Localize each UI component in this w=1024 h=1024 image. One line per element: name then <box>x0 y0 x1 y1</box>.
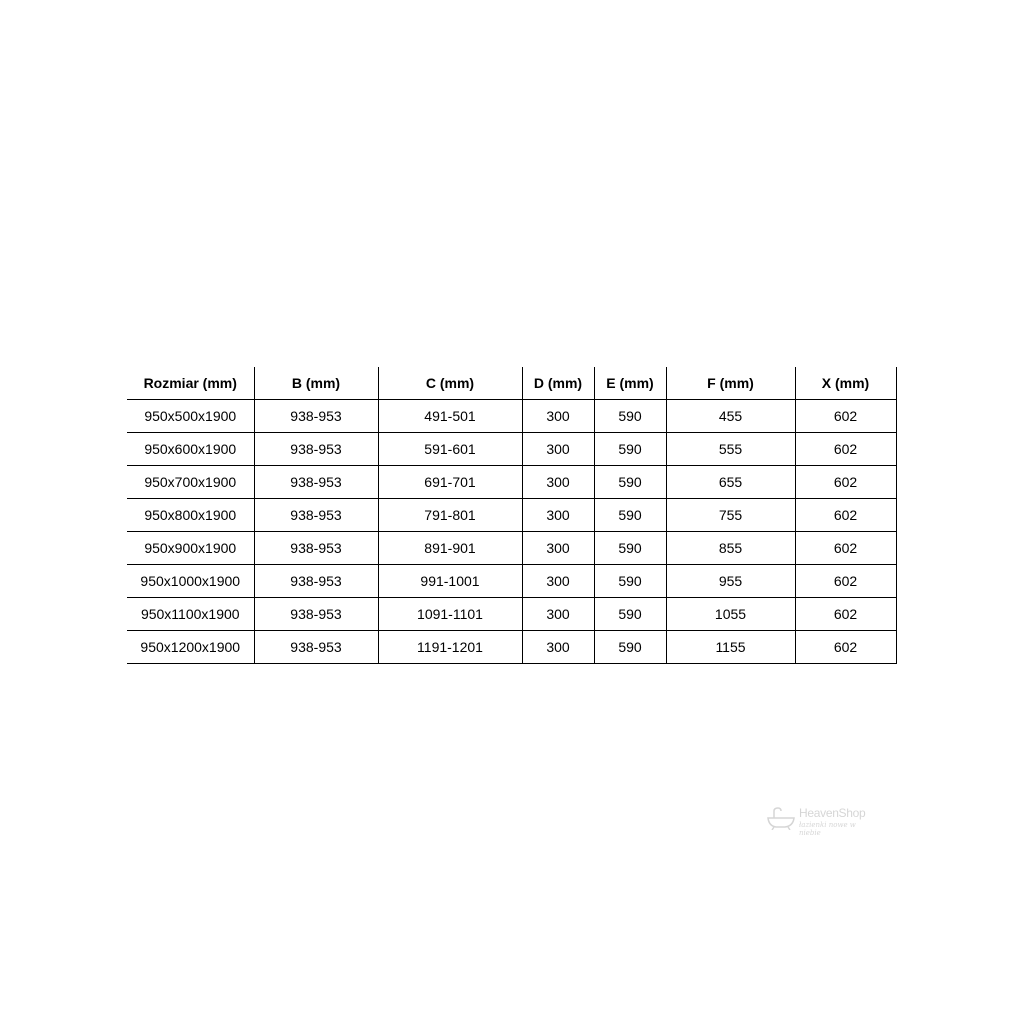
table-cell: 950x900x1900 <box>127 532 254 565</box>
table-row <box>127 499 896 532</box>
header-f: F (mm) <box>666 367 795 400</box>
watermark-tagline: łazienki nowe w niebie <box>799 821 856 837</box>
table-cell: 455 <box>666 400 795 433</box>
table-header-row <box>127 367 896 400</box>
table-row <box>127 400 896 433</box>
dimensions-table <box>127 367 897 664</box>
table-cell: 955 <box>666 565 795 598</box>
table-cell: 755 <box>666 499 795 532</box>
table-cell: 691-701 <box>378 466 522 499</box>
table-cell: 602 <box>795 565 896 598</box>
table-row <box>127 598 896 631</box>
table-cell: 300 <box>522 466 594 499</box>
table-row <box>127 532 896 565</box>
table-cell: 1155 <box>666 631 795 664</box>
header-c: C (mm) <box>378 367 522 400</box>
table-cell: 300 <box>522 499 594 532</box>
table-cell: 1191-1201 <box>378 631 522 664</box>
header-b: B (mm) <box>254 367 378 400</box>
table-cell: 602 <box>795 631 896 664</box>
watermark-brand-name: HeavenShop <box>799 806 866 820</box>
table-cell: 855 <box>666 532 795 565</box>
table-cell: 938-953 <box>254 499 378 532</box>
table-cell: 555 <box>666 433 795 466</box>
table-cell: 591-601 <box>378 433 522 466</box>
table-row <box>127 565 896 598</box>
bathtub-logo-icon <box>766 806 798 830</box>
table-cell: 1091-1101 <box>378 598 522 631</box>
table-cell: 602 <box>795 499 896 532</box>
table-cell: 655 <box>666 466 795 499</box>
table-cell: 950x1100x1900 <box>127 598 254 631</box>
table-cell: 991-1001 <box>378 565 522 598</box>
table-cell: 950x800x1900 <box>127 499 254 532</box>
table-cell: 950x1000x1900 <box>127 565 254 598</box>
table-cell: 602 <box>795 400 896 433</box>
table-cell: 602 <box>795 433 896 466</box>
table-cell: 938-953 <box>254 466 378 499</box>
table-cell: 938-953 <box>254 400 378 433</box>
header-rozmiar: Rozmiar (mm) <box>127 367 254 400</box>
table-cell: 950x700x1900 <box>127 466 254 499</box>
table-cell: 602 <box>795 598 896 631</box>
table-cell: 938-953 <box>254 532 378 565</box>
table-cell: 300 <box>522 532 594 565</box>
table-cell: 300 <box>522 433 594 466</box>
table-cell: 602 <box>795 532 896 565</box>
table-cell: 938-953 <box>254 565 378 598</box>
table-cell: 300 <box>522 400 594 433</box>
table-cell: 300 <box>522 598 594 631</box>
heavenshop-watermark <box>766 804 876 837</box>
header-d: D (mm) <box>522 367 594 400</box>
table-cell: 590 <box>594 631 666 664</box>
table-cell: 950x1200x1900 <box>127 631 254 664</box>
table-row <box>127 631 896 664</box>
header-x: X (mm) <box>795 367 896 400</box>
header-e: E (mm) <box>594 367 666 400</box>
table-cell: 891-901 <box>378 532 522 565</box>
table-cell: 590 <box>594 400 666 433</box>
table-cell: 590 <box>594 466 666 499</box>
table-cell: 590 <box>594 499 666 532</box>
table-cell: 590 <box>594 532 666 565</box>
table-cell: 950x600x1900 <box>127 433 254 466</box>
table-cell: 590 <box>594 598 666 631</box>
table-cell: 602 <box>795 466 896 499</box>
table-cell: 950x500x1900 <box>127 400 254 433</box>
table-cell: 938-953 <box>254 598 378 631</box>
table-cell: 1055 <box>666 598 795 631</box>
table-cell: 590 <box>594 565 666 598</box>
table-cell: 791-801 <box>378 499 522 532</box>
table-cell: 300 <box>522 565 594 598</box>
table-cell: 938-953 <box>254 433 378 466</box>
table-cell: 938-953 <box>254 631 378 664</box>
table-cell: 590 <box>594 433 666 466</box>
table-row <box>127 466 896 499</box>
table-cell: 491-501 <box>378 400 522 433</box>
table-row <box>127 433 896 466</box>
table-cell: 300 <box>522 631 594 664</box>
